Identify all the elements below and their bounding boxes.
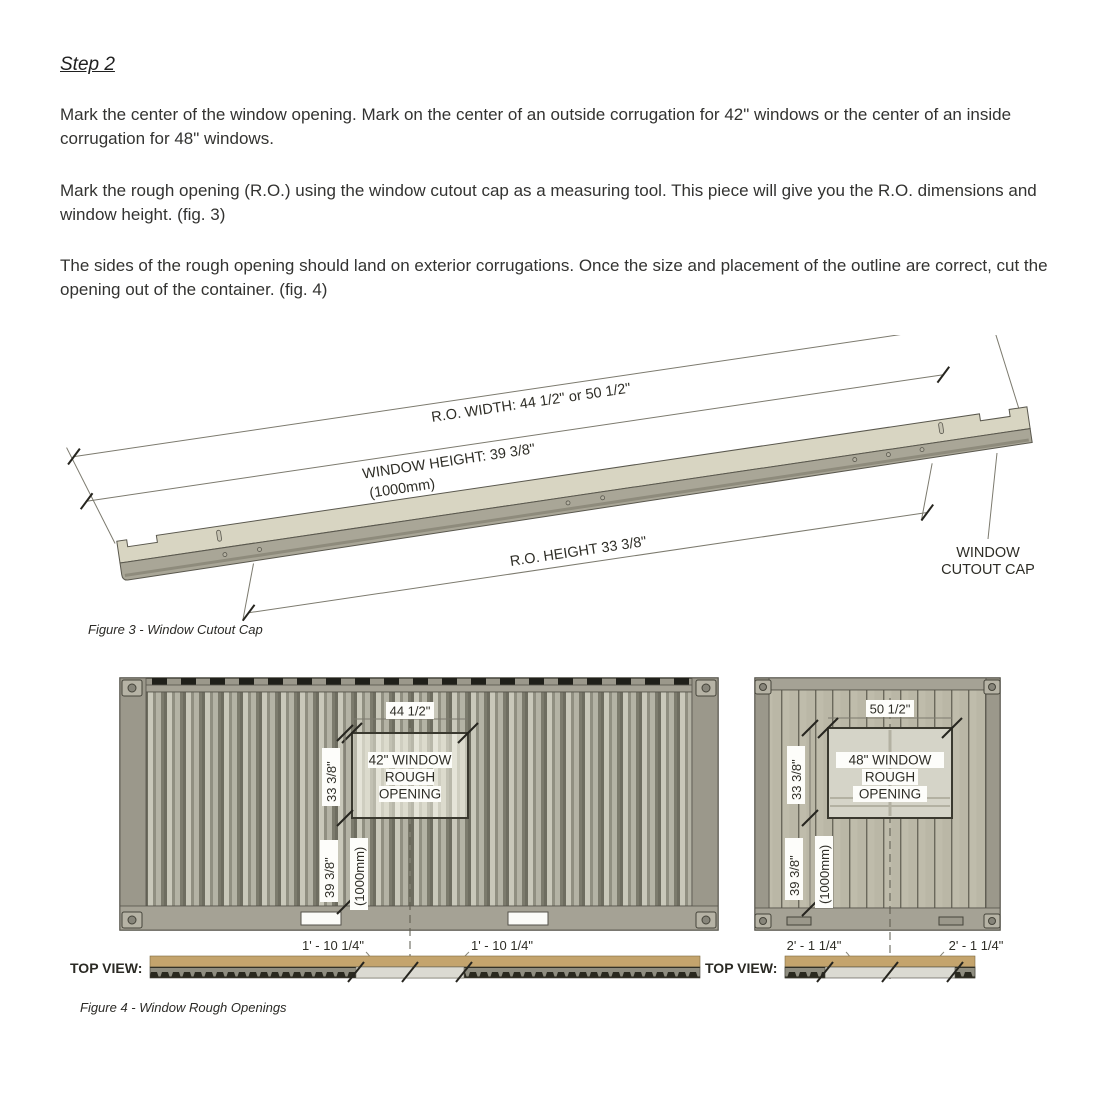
top-view-strip-left xyxy=(150,956,700,982)
paragraph-3: The sides of the rough opening should land on exterior corrugations. Once the size and placement of the outline are correct, cut the opening out of the container. (fig. 4) xyxy=(60,256,1048,299)
figure4-caption: Figure 4 - Window Rough Openings xyxy=(80,1000,287,1015)
window-height-label: WINDOW HEIGHT: 39 3/8" xyxy=(361,441,537,483)
left-container xyxy=(70,678,718,982)
svg-text:ROUGH: ROUGH xyxy=(864,769,916,785)
top-rail xyxy=(755,678,1000,690)
left-corner-post xyxy=(120,678,146,930)
top-view-label-left: TOP VIEW: xyxy=(70,960,143,976)
left-corner-post xyxy=(755,678,769,930)
svg-text:OPENING: OPENING xyxy=(378,786,442,802)
cutout-cap-drawing xyxy=(66,335,1042,635)
top-view-strip-right xyxy=(785,956,975,982)
svg-text:(1000mm): (1000mm) xyxy=(352,846,367,906)
ro-height-label: R.O. HEIGHT 33 3/8" xyxy=(508,533,648,570)
bottom-rail xyxy=(120,906,718,930)
svg-text:OPENING: OPENING xyxy=(858,786,922,802)
right-corner-post xyxy=(986,678,1000,930)
top-rail xyxy=(120,685,718,692)
top-view-label-right: TOP VIEW: xyxy=(705,960,778,976)
svg-text:(1000mm): (1000mm) xyxy=(817,844,832,904)
ro-width-label: R.O. WIDTH: 44 1/2" or 50 1/2" xyxy=(430,380,632,426)
svg-text:2' - 1 1/4": 2' - 1 1/4" xyxy=(948,938,1004,953)
callout-line2: CUTOUT CAP xyxy=(941,562,1035,578)
figure3-caption: Figure 3 - Window Cutout Cap xyxy=(88,622,263,637)
svg-text:39 3/8": 39 3/8" xyxy=(322,857,337,898)
corrugation-remnant-left xyxy=(785,967,825,978)
svg-text:33 3/8": 33 3/8" xyxy=(324,761,339,802)
mm-label: (1000mm) xyxy=(368,476,437,502)
svg-text:39 3/8": 39 3/8" xyxy=(787,855,802,896)
paragraph-1: Mark the center of the window opening. Mark on the center of an outside corrugation for 42" windows or the center of an inside corrugation for 48" windows. xyxy=(60,105,1012,148)
figure4-window-rough-openings xyxy=(50,660,1110,1010)
step-heading: Step 2 xyxy=(60,54,115,75)
svg-text:42" WINDOW: 42" WINDOW xyxy=(368,752,452,768)
width-dim-label: 50 1/2" xyxy=(869,701,911,717)
svg-text:1' - 10 1/4": 1' - 10 1/4" xyxy=(301,938,365,953)
svg-text:33 3/8": 33 3/8" xyxy=(789,759,804,800)
width-dim-label: 44 1/2" xyxy=(389,703,431,719)
svg-text:48" WINDOW: 48" WINDOW xyxy=(848,752,932,768)
svg-text:2' - 1 1/4": 2' - 1 1/4" xyxy=(786,938,842,953)
callout-line1: WINDOW xyxy=(956,545,1020,561)
right-container xyxy=(705,678,1004,982)
cutout-cap-callout xyxy=(941,453,1035,578)
figure3-window-cutout-cap xyxy=(40,335,1070,635)
svg-text:ROUGH: ROUGH xyxy=(384,769,436,785)
right-corner-post xyxy=(692,678,718,930)
svg-text:1' - 10 1/4": 1' - 10 1/4" xyxy=(470,938,534,953)
paragraph-2: Mark the rough opening (R.O.) using the window cutout cap as a measuring tool. This piece will give you the R.O. dimensions and window height. (fig. 3) xyxy=(60,181,1037,224)
